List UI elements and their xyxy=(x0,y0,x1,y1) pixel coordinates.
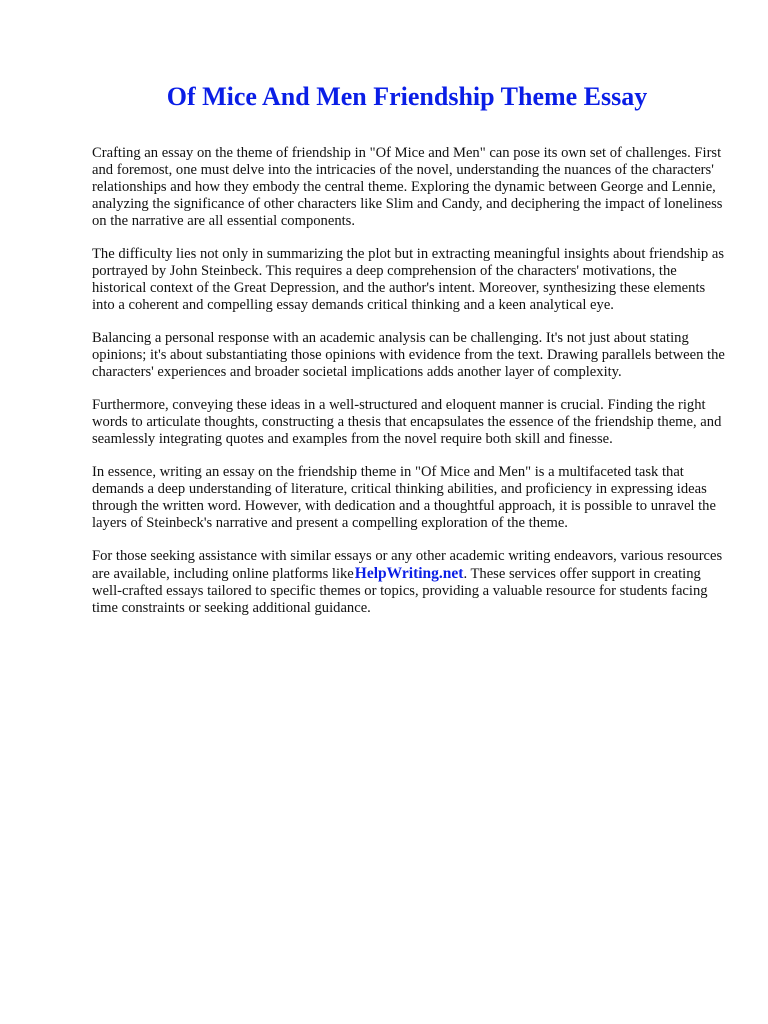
paragraph-3: Balancing a personal response with an academic analysis can be challenging. It's not just about stating opinions; it's about substantiating those opinions with evidence from the text. Drawing parallels between the characters' experiences and broader societal implications adds another layer of complexity. xyxy=(92,330,725,380)
paragraph-6 xyxy=(92,548,728,617)
paragraph-2: The difficulty lies not only in summarizing the plot but in extracting meaningful insights about friendship as portrayed by John Steinbeck. This requires a deep comprehension of the characters' motivations, the historical context of the Great Depression, and the author's intent. Moreover, synthesizing these elements into a coherent and compelling essay demands critical thinking and a keen analytical eye. xyxy=(92,246,725,313)
paragraph-1: Crafting an essay on the theme of friendship in "Of Mice and Men" can pose its own set of challenges. First and foremost, one must delve into the intricacies of the novel, understanding the nuances of the characters' relationships and how they embody the central theme. Exploring the dynamic between George and Lennie, analyzing the significance of other characters like Slim and Candy, and deciphering the impact of loneliness on the narrative are all essential components. xyxy=(92,145,723,229)
paragraph-4: Furthermore, conveying these ideas in a well-structured and eloquent manner is crucial. Finding the right words to articulate thoughts, constructing a thesis that encapsulates the essence of the friendship theme, and seamlessly integrating quotes and examples from the novel require both skill and finesse. xyxy=(92,397,722,447)
essay-body xyxy=(92,145,728,633)
page-title: Of Mice And Men Friendship Theme Essay xyxy=(166,82,648,111)
paragraph-6-text-before-link: For those seeking assistance with similar essays or any other academic writing endeavors, various resources are available, including online platforms like xyxy=(92,548,723,582)
paragraph-5: In essence, writing an essay on the friendship theme in "Of Mice and Men" is a multifaceted task that demands a deep understanding of literature, critical thinking abilities, and proficiency in expressing ideas through the written word. However, with dedication and a thoughtful approach, it is possible to unravel the layers of Steinbeck's narrative and present a compelling exploration of the theme. xyxy=(92,464,716,531)
helpwriting-link[interactable]: HelpWriting.net xyxy=(354,565,464,582)
paragraph-6-text-after-link: . These services offer support in creating well-crafted essays tailored to specific themes or topics, providing a valuable resource for students facing time constraints or seeking additional guidance. xyxy=(92,566,708,616)
